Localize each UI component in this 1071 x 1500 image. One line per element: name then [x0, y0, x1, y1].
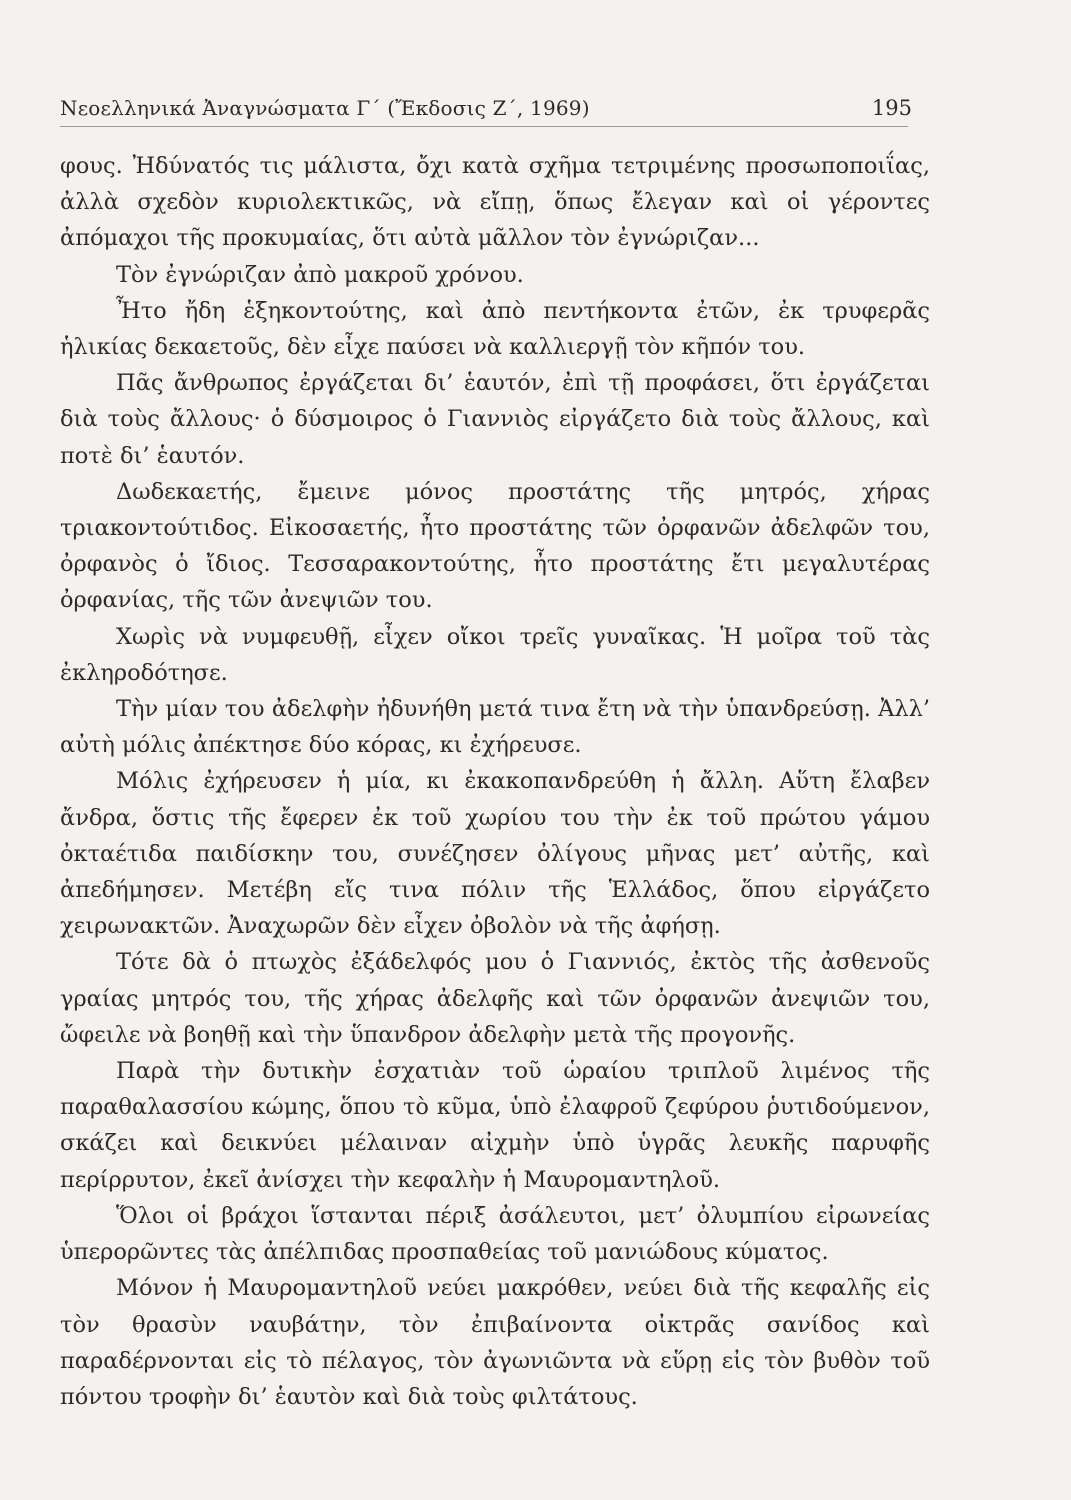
page-number: 195: [871, 96, 912, 120]
paragraph-9: Τότε δὰ ὁ πτωχὸς ἐξάδελφός μου ὁ Γιαννιός, ἐκτὸς τῆς ἀσθενοῦς γραίας μητρός του, τῆς χήρας ἀδελφῆς καὶ τῶν ὀρφανῶν ἀνεψιῶν του, ὤφειλε νὰ βοηθῇ καὶ τὴν ὕπανδρον ἀδελφὴν μετὰ τῆς προγονῆς.: [60, 949, 930, 1048]
paragraph-11: Ὅλοι οἱ βράχοι ἵστανται πέριξ ἀσάλευτοι, μετ’ ὀλυμπίου εἰρωνείας ὑπερορῶντες τὰς ἀπέλπιδας προσπαθείας τοῦ μανιώδους κύματος.: [60, 1202, 930, 1266]
paragraph-10: Παρὰ τὴν δυτικὴν ἐσχατιὰν τοῦ ὡραίου τριπλοῦ λιμένος τῆς παραθαλασσίου κώμης, ὅπου τὸ κῦμα, ὑπὸ ἐλαφροῦ ζεφύρου ῥυτιδούμενον, σκάζει καὶ δεικνύει μέλαιναν αἰχμὴν ὑπὸ ὑγρᾶς λευκῆς παρυφῆς περίρρυτον, ἐκεῖ ἀνίσχει τὴν κεφαλὴν ἡ Μαυρομαντηλοῦ.: [60, 1058, 930, 1193]
page-header: [60, 96, 912, 127]
paragraph-8: Μόλις ἐχήρευσεν ἡ μία, κι ἐκακοπανδρεύθη ἡ ἄλλη. Αὕτη ἔλαβεν ἄνδρα, ὅστις τῆς ἔφερεν ἐκ τοῦ χωρίου του τὴν ἐκ τοῦ πρώτου γάμου ὀκταέτιδα παιδίσκην του, συνέζησεν ὀλίγους μῆνας μετ’ αὐτῆς, καὶ ἀπεδήμησεν. Μετέβη εἴς τινα πόλιν τῆς Ἑλλάδος, ὅπου εἰργάζετο χειρωνακτῶν. Ἀναχωρῶν δὲν εἶχεν ὀβολὸν νὰ τῆς ἀφήσῃ.: [60, 768, 930, 940]
paragraph-1: φους. Ἠδύνατός τις μάλιστα, ὄχι κατὰ σχῆμα τετριμένης προσωποποιΐας, ἀλλὰ σχεδὸν κυριολεκτικῶς, νὰ εἴπῃ, ὅπως ἔλεγαν καὶ οἱ γέροντες ἀπόμαχοι τῆς προκυμαίας, ὅτι αὐτὰ μᾶλλον τὸν ἐγνώριζαν...: [60, 153, 930, 252]
paragraph-6: Χωρὶς νὰ νυμφευθῇ, εἶχεν οἴκοι τρεῖς γυναῖκας. Ἡ μοῖρα τοῦ τὰς ἐκληροδότησε.: [60, 623, 930, 686]
paragraph-4: Πᾶς ἄνθρωπος ἐργάζεται δι’ ἑαυτόν, ἐπὶ τῇ προφάσει, ὅτι ἐργάζεται διὰ τοὺς ἄλλους· ὁ δύσμοιρος ὁ Γιαννιὸς εἰργάζετο διὰ τοὺς ἄλλους, καὶ ποτὲ δι’ ἑαυτόν.: [60, 370, 930, 469]
running-head: Νεοελληνικά Ἀναγνώσματα Γ΄ (Ἔκδοσις Ζ΄, 1969): [60, 96, 590, 120]
paragraph-2: Τὸν ἐγνώριζαν ἀπὸ μακροῦ χρόνου.: [116, 261, 524, 288]
body-text: [60, 148, 930, 1415]
paragraph-7: Τὴν μίαν του ἀδελφὴν ἠδυνήθη μετά τινα ἔτη νὰ τὴν ὑπανδρεύσῃ. Ἀλλ’ αὐτὴ μόλις ἀπέκτησε δύο κόρας, κι ἐχήρευσε.: [60, 696, 930, 759]
paragraph-12: Μόνον ἡ Μαυρομαντηλοῦ νεύει μακρόθεν, νεύει διὰ τῆς κεφαλῆς εἰς τὸν θρασὺν ναυβάτην, τὸν ἐπιβαίνοντα οἰκτρᾶς σανίδος καὶ παραδέρνονται εἰς τὸ πέλαγος, τὸν ἀγωνιῶντα νὰ εὕρῃ εἰς τὸν βυθὸν τοῦ πόντου τροφὴν δι’ ἑαυτὸν καὶ διὰ τοὺς φιλτάτους.: [60, 1275, 930, 1410]
paragraph-5: Δωδεκαετής, ἔμεινε μόνος προστάτης τῆς μητρός, χήρας τριακοντούτιδος. Εἰκοσαετής, ἦτο προστάτης τῶν ὀρφανῶν ἀδελφῶν του, ὀρφανὸς ὁ ἴδιος. Τεσσαρακοντούτης, ἦτο προστάτης ἔτι μεγαλυτέρας ὀρφανίας, τῆς τῶν ἀνεψιῶν του.: [60, 478, 930, 614]
paragraph-3: Ἦτο ἤδη ἑξηκοντούτης, καὶ ἀπὸ πεντήκοντα ἐτῶν, ἐκ τρυφερᾶς ἡλικίας δεκαετοῦς, δὲν εἶχε παύσει νὰ καλλιεργῇ τὸν κῆπόν του.: [60, 297, 930, 361]
